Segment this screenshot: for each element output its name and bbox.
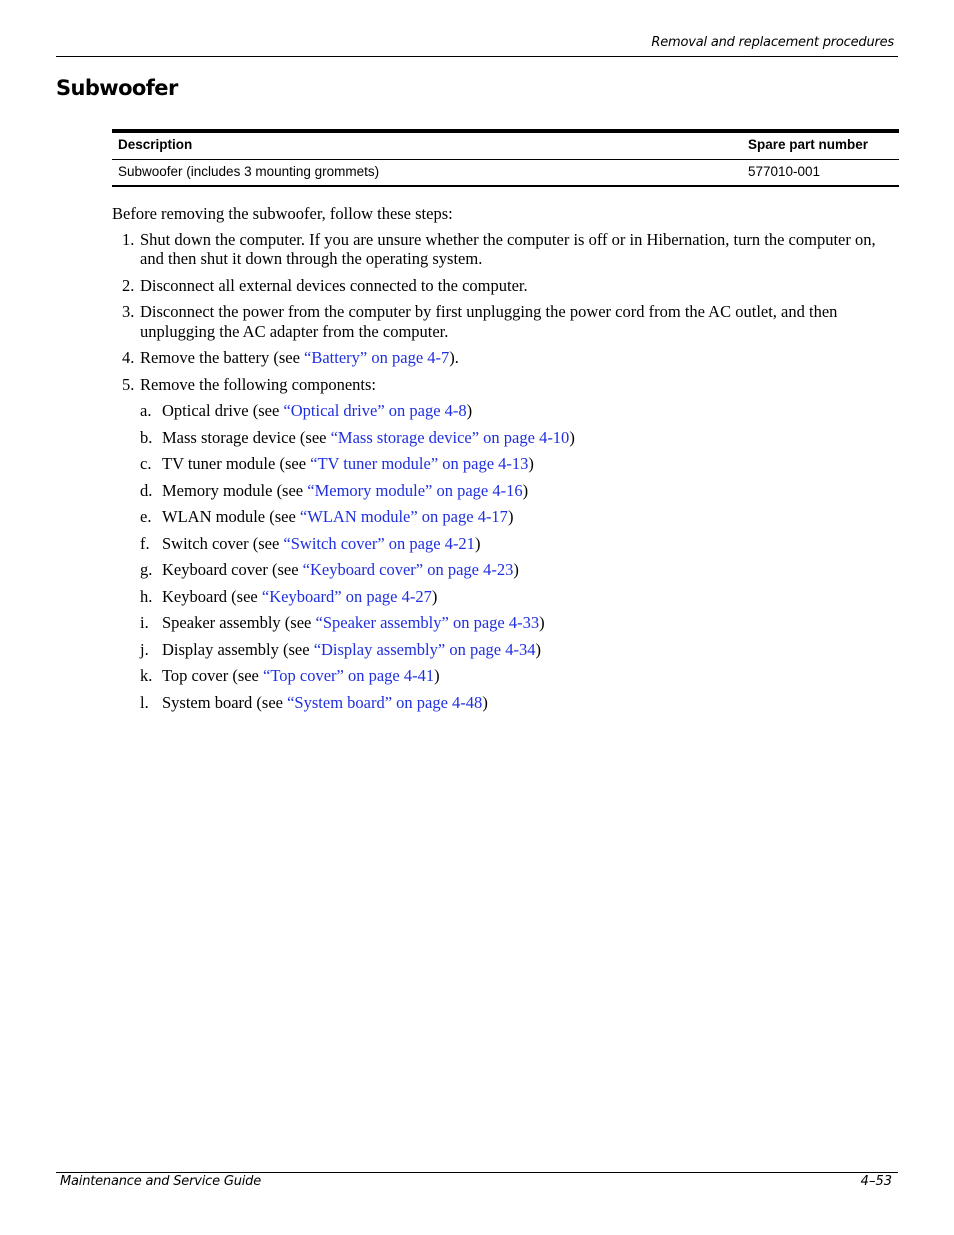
substep-letter: a. <box>140 401 152 420</box>
step-number: 1. <box>122 229 135 249</box>
wlan-module-link[interactable]: “WLAN module” on page 4-17 <box>299 507 508 526</box>
substep-item <box>140 507 902 527</box>
substep-text: TV tuner module (see <box>162 454 311 473</box>
substep-letter: d. <box>140 480 153 500</box>
substep-letter: f. <box>140 533 150 553</box>
substep-text: Mass storage device (see <box>162 427 331 447</box>
step-number: 2. <box>122 275 135 295</box>
components-list <box>140 401 902 712</box>
footer-page-number: 4–53 <box>860 1174 892 1189</box>
substep-item <box>140 693 902 713</box>
substep-close: ) <box>513 560 519 579</box>
table-row <box>112 160 899 187</box>
substep-text: Speaker assembly (see <box>162 613 316 632</box>
footer-guide-title: Maintenance and Service Guide <box>60 1174 261 1189</box>
optical-drive-link[interactable]: “Optical drive” on page 4-8 <box>283 401 467 420</box>
substep-close: ) <box>431 586 438 606</box>
substep-item <box>140 534 902 554</box>
keyboard-link[interactable]: “Keyboard” on page 4-27 <box>261 586 432 606</box>
substep-item <box>140 666 902 686</box>
step-text: Disconnect all external devices connected to the computer. <box>140 275 528 295</box>
substep-text: WLAN module (see <box>162 507 300 526</box>
cell-spare-part-number: 577010-001 <box>748 163 821 179</box>
substep-close: ) <box>535 639 541 659</box>
substep-text: Switch cover (see <box>162 533 284 553</box>
substep-letter: h. <box>140 586 153 606</box>
substep-letter: l. <box>140 692 149 712</box>
substep-text: Optical drive (see <box>162 401 284 420</box>
mass-storage-device-link[interactable]: “Mass storage device” on page 4-10 <box>330 427 570 447</box>
intro-paragraph: Before removing the subwoofer, follow these steps: <box>112 204 453 223</box>
cell-description: Subwoofer (includes 3 mounting grommets) <box>118 163 380 179</box>
substep-item <box>140 428 902 448</box>
step-number: 3. <box>122 302 135 321</box>
top-cover-link[interactable]: “Top cover” on page 4-41 <box>263 666 435 685</box>
step-text: Disconnect the power from the computer by first unplugging the power cord from the AC outlet, and then unplugging the AC adapter from the computer. <box>140 302 838 341</box>
substep-close: ) <box>434 666 440 685</box>
substep-text: Keyboard cover (see <box>162 560 303 579</box>
substep-letter: c. <box>140 454 152 473</box>
substep-item <box>140 560 902 580</box>
substep-letter: e. <box>140 507 152 526</box>
substep-close: ) <box>539 613 545 632</box>
speaker-assembly-link[interactable]: “Speaker assembly” on page 4-33 <box>315 613 540 632</box>
step-item <box>112 375 902 713</box>
memory-module-link[interactable]: “Memory module” on page 4-16 <box>307 480 523 500</box>
step-number: 4. <box>122 348 135 367</box>
substep-letter: b. <box>140 427 153 447</box>
footer-rule <box>56 1172 898 1173</box>
substep-close: ) <box>507 507 514 526</box>
switch-cover-link[interactable]: “Switch cover” on page 4-21 <box>283 533 475 553</box>
step-text-prefix: Remove the battery (see <box>140 348 305 367</box>
tv-tuner-module-link[interactable]: “TV tuner module” on page 4-13 <box>310 454 529 473</box>
substep-close: ) <box>482 692 488 712</box>
substep-letter: j. <box>140 639 149 659</box>
step-text: Shut down the computer. If you are unsure whether the computer is off or in Hibernation, turn the computer on, and then shut it down through the operating system. <box>140 229 876 268</box>
step-item <box>112 276 902 296</box>
step-number: 5. <box>122 374 135 394</box>
keyboard-cover-link[interactable]: “Keyboard cover” on page 4-23 <box>302 560 514 579</box>
substep-item <box>140 454 902 474</box>
display-assembly-link[interactable]: “Display assembly” on page 4-34 <box>313 639 536 659</box>
substep-letter: g. <box>140 560 153 579</box>
column-header-description: Description <box>118 137 193 152</box>
substep-text: Top cover (see <box>162 666 264 685</box>
substep-text: System board (see <box>162 692 288 712</box>
steps-list <box>112 230 902 713</box>
system-board-link[interactable]: “System board” on page 4-48 <box>287 692 483 712</box>
step-item <box>112 302 902 341</box>
substep-item <box>140 640 902 660</box>
substep-text: Keyboard (see <box>162 586 262 606</box>
substep-text: Display assembly (see <box>162 639 314 659</box>
substep-item <box>140 587 902 607</box>
substep-item <box>140 401 902 421</box>
step-item <box>112 230 902 269</box>
battery-link[interactable]: “Battery” on page 4-7 <box>304 348 450 367</box>
table-header-row <box>112 131 899 160</box>
substep-letter: i. <box>140 613 149 632</box>
substep-close: ) <box>522 480 529 500</box>
spare-parts-table <box>112 129 899 187</box>
procedure-body <box>112 204 902 719</box>
step-text-suffix: ). <box>449 348 459 367</box>
step-text: Remove the following components: <box>140 374 377 394</box>
substep-close: ) <box>474 533 481 553</box>
substep-close: ) <box>569 427 575 447</box>
header-rule <box>56 56 898 57</box>
substep-close: ) <box>466 401 473 420</box>
running-head-text: Removal and replacement procedures <box>651 35 894 50</box>
substep-item <box>140 613 902 633</box>
substep-letter: k. <box>140 666 153 685</box>
section-title: Subwoofer <box>56 76 178 100</box>
column-header-spare-part-number: Spare part number <box>748 137 869 152</box>
substep-item <box>140 481 902 501</box>
substep-text: Memory module (see <box>162 480 308 500</box>
step-item <box>112 348 902 368</box>
substep-close: ) <box>528 454 534 473</box>
